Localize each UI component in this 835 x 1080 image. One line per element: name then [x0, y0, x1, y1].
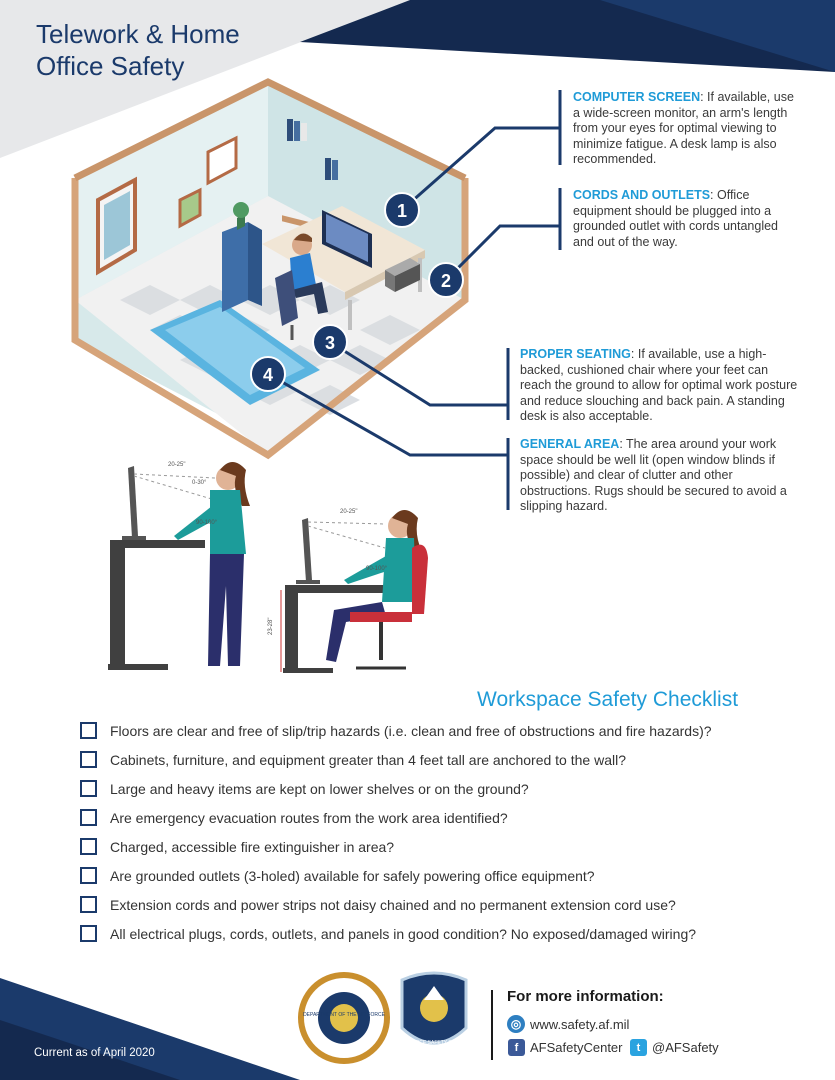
- svg-text:1: 1: [396, 201, 408, 221]
- callout-heading: GENERAL AREA: [520, 437, 620, 451]
- checkbox[interactable]: [80, 722, 97, 739]
- seated-distance-label: 20-25": [340, 509, 358, 515]
- svg-text:4: 4: [262, 365, 274, 385]
- checklist-item-label: Are emergency evacuation routes from the work area identified?: [110, 809, 508, 826]
- checklist-item: [80, 890, 820, 919]
- checkbox[interactable]: [80, 867, 97, 884]
- checklist-title: Workspace Safety Checklist: [477, 688, 739, 711]
- marker-3: [313, 325, 347, 359]
- checklist-item-label: Floors are clear and free of slip/trip hazards (i.e. clean and free of obstructions and fire hazards)?: [110, 722, 712, 739]
- callout-text: : If available, use a high-backed, cushioned chair where your feet can reach the ground to allow for optimal work posture and reduce slouching and back pain. A standing desk is also acceptable.: [520, 347, 798, 423]
- checklist-item-label: Large and heavy items are kept on lower shelves or on the ground?: [110, 780, 529, 797]
- svg-text:2: 2: [440, 271, 452, 291]
- page-title: [36, 18, 240, 82]
- callout-heading: CORDS AND OUTLETS: [573, 188, 711, 202]
- callout-text: : If available, use a wide-screen monitor, an arm's length from your eyes for optimal viewing to minimize fatigue. A desk lamp is also recommended.: [573, 90, 794, 166]
- checkbox[interactable]: [80, 838, 97, 855]
- seated-arm-angle-label: 90-100°: [366, 566, 388, 572]
- checklist-item-label: Charged, accessible fire extinguisher in area?: [110, 838, 395, 855]
- callout-cords-outlets: [573, 188, 798, 250]
- page-title-line-1: Telework & Home: [36, 19, 240, 49]
- checkbox[interactable]: [80, 925, 97, 942]
- checkbox[interactable]: [80, 809, 97, 826]
- checklist-item: [80, 774, 820, 803]
- globe-icon: ◎: [507, 1015, 525, 1033]
- callout-heading: COMPUTER SCREEN: [573, 90, 701, 104]
- checklist-item: [80, 803, 820, 832]
- facebook-icon: f: [508, 1039, 525, 1056]
- seated-figure: [281, 510, 428, 673]
- seal2-text: AIR FORCE SAFETY CENTER: [399, 1040, 469, 1046]
- twitter-text: @AFSafety: [652, 1040, 719, 1055]
- website-text: www.safety.af.mil: [530, 1016, 630, 1032]
- marker-1: [385, 193, 419, 227]
- checklist-item: [80, 919, 820, 948]
- room-illustration: [75, 82, 560, 510]
- svg-text:3: 3: [324, 333, 336, 353]
- standing-angle-label: 0-30°: [192, 480, 207, 486]
- checklist-item-label: Extension cords and power strips not daisy chained and no permanent extension cord use?: [110, 896, 676, 913]
- facebook-text: AFSafetyCenter: [530, 1040, 623, 1055]
- seated-desk-height-label: 23-28": [268, 617, 274, 635]
- footer-divider: [491, 990, 493, 1060]
- callout-text: : The area around your work space should be well lit (open window blinds if possible) and clear of clutter and other obstructions. Rugs should be secured to avoid a slipping hazard.: [520, 437, 787, 513]
- twitter-link[interactable]: [630, 1039, 719, 1056]
- twitter-icon: t: [630, 1039, 647, 1056]
- standing-figure: [108, 462, 250, 670]
- callout-heading: PROPER SEATING: [520, 347, 631, 361]
- seal-air-force-safety-center: [402, 973, 466, 1043]
- safety-checklist: [80, 716, 820, 948]
- marker-2: [429, 263, 463, 297]
- checklist-item: [80, 832, 820, 861]
- checkbox[interactable]: [80, 751, 97, 768]
- checklist-item-label: Are grounded outlets (3-holed) available for safely powering office equipment?: [110, 867, 595, 884]
- seal-department-air-force: [298, 972, 390, 1064]
- more-info-heading: For more information:: [507, 988, 664, 1005]
- standing-distance-label: 20-25": [168, 462, 186, 468]
- marker-4: [251, 357, 285, 391]
- callout-text: : Office equipment should be plugged into a grounded outlet with cords untangled and out of the way.: [573, 188, 779, 249]
- seal1-text: DEPARTMENT OF THE AIR FORCE: [303, 1012, 385, 1018]
- checkbox[interactable]: [80, 780, 97, 797]
- checklist-item: [80, 861, 820, 890]
- website-link[interactable]: [507, 1015, 629, 1033]
- checklist-item: [80, 716, 820, 745]
- checklist-item: [80, 745, 820, 774]
- callout-proper-seating: [520, 347, 798, 425]
- checklist-item-label: All electrical plugs, cords, outlets, and panels in good condition? No exposed/damaged wiring?: [110, 925, 697, 942]
- page-title-line-2: Office Safety: [36, 51, 185, 81]
- standing-arm-angle-label: 90-100°: [196, 520, 218, 526]
- callout-general-area: [520, 437, 798, 515]
- facebook-link[interactable]: [508, 1039, 623, 1056]
- current-as-of-date: Current as of April 2020: [34, 1047, 155, 1059]
- callout-computer-screen: [573, 90, 798, 168]
- checklist-item-label: Cabinets, furniture, and equipment greater than 4 feet tall are anchored to the wall?: [110, 751, 626, 768]
- checkbox[interactable]: [80, 896, 97, 913]
